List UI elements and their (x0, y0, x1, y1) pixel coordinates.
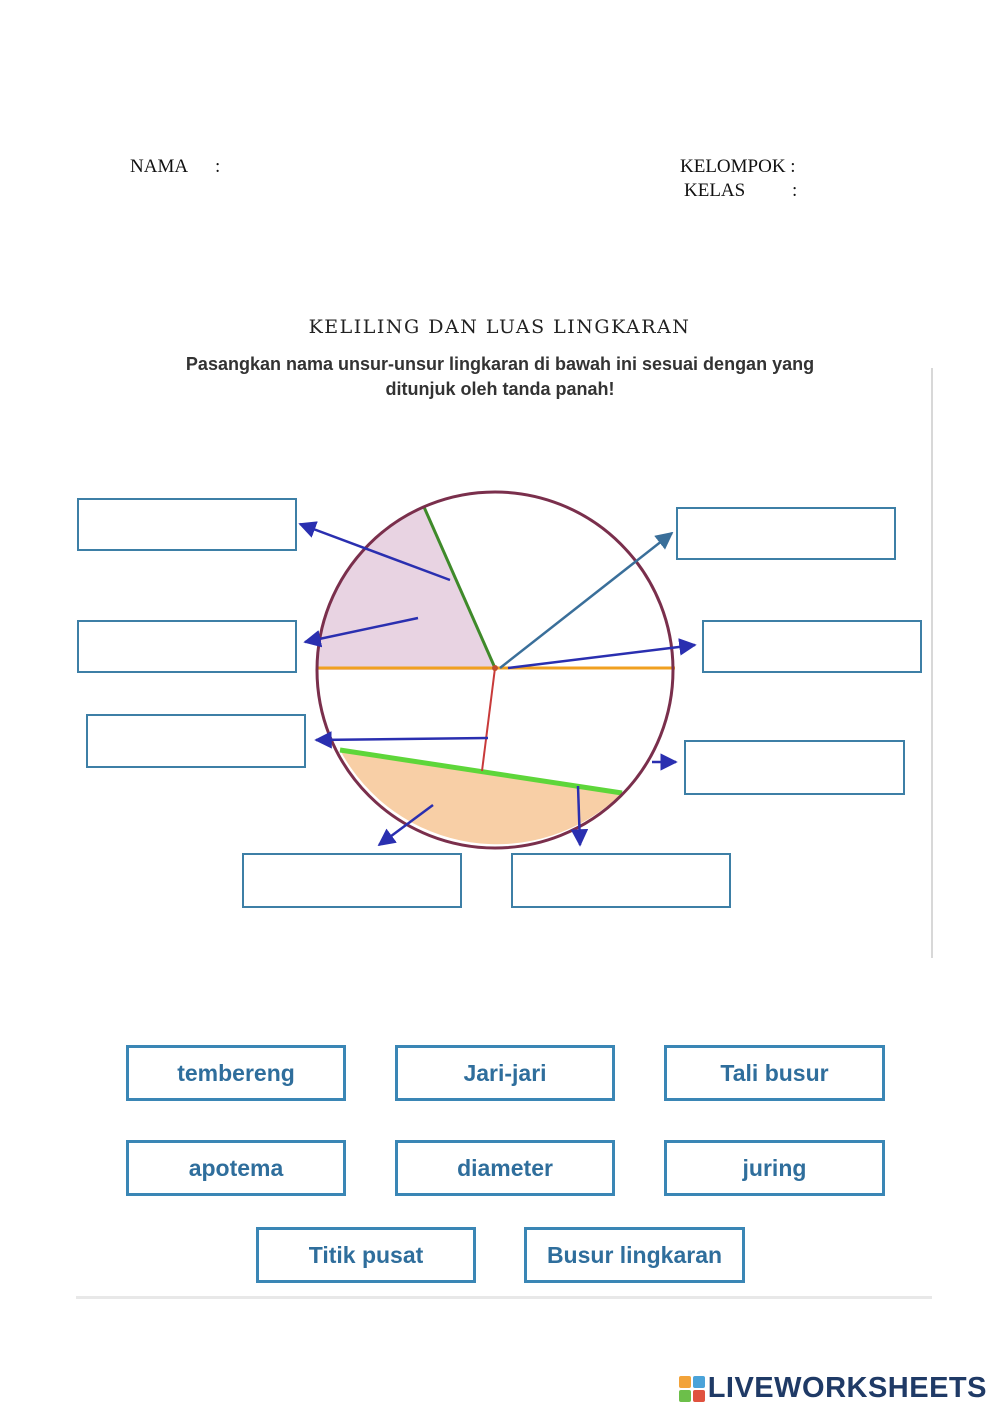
answer-box-7[interactable] (702, 620, 922, 673)
name-colon: : (215, 156, 221, 177)
center-point (492, 665, 498, 671)
word-jari-jari[interactable]: Jari-jari (395, 1045, 615, 1101)
word-tali-busur[interactable]: Tali busur (664, 1045, 885, 1101)
word-apotema[interactable]: apotema (126, 1140, 346, 1196)
group-label: KELOMPOK : (680, 156, 796, 177)
instruction-line-1: Pasangkan nama unsur-unsur lingkaran di bawah ini sesuai dengan yang (185, 354, 815, 374)
worksheet-title: KELILING DAN LUAS LINGKARAN (308, 316, 691, 338)
answer-box-5[interactable] (511, 853, 731, 908)
word-tembereng[interactable]: tembereng (126, 1045, 346, 1101)
name-label: NAMA (130, 156, 189, 177)
word-juring[interactable]: juring (664, 1140, 885, 1196)
liveworksheets-logo-icon (679, 1376, 705, 1402)
liveworksheets-wordmark: LIVEWORKSHEETS (707, 1372, 987, 1404)
answer-box-2[interactable] (77, 620, 297, 673)
liveworksheets-brand (679, 1372, 987, 1405)
answer-box-4[interactable] (242, 853, 462, 908)
answer-box-3[interactable] (86, 714, 306, 768)
word-titik-pusat[interactable]: Titik pusat (256, 1227, 476, 1283)
answer-box-6[interactable] (676, 507, 896, 560)
word-diameter[interactable]: diameter (395, 1140, 615, 1196)
answer-box-8[interactable] (684, 740, 905, 795)
word-busur-lingkaran[interactable]: Busur lingkaran (524, 1227, 745, 1283)
answer-box-1[interactable] (77, 498, 297, 551)
class-label: KELAS (684, 180, 746, 201)
instruction-line-2: ditunjuk oleh tanda panah! (385, 379, 615, 399)
class-colon: : (792, 180, 798, 201)
